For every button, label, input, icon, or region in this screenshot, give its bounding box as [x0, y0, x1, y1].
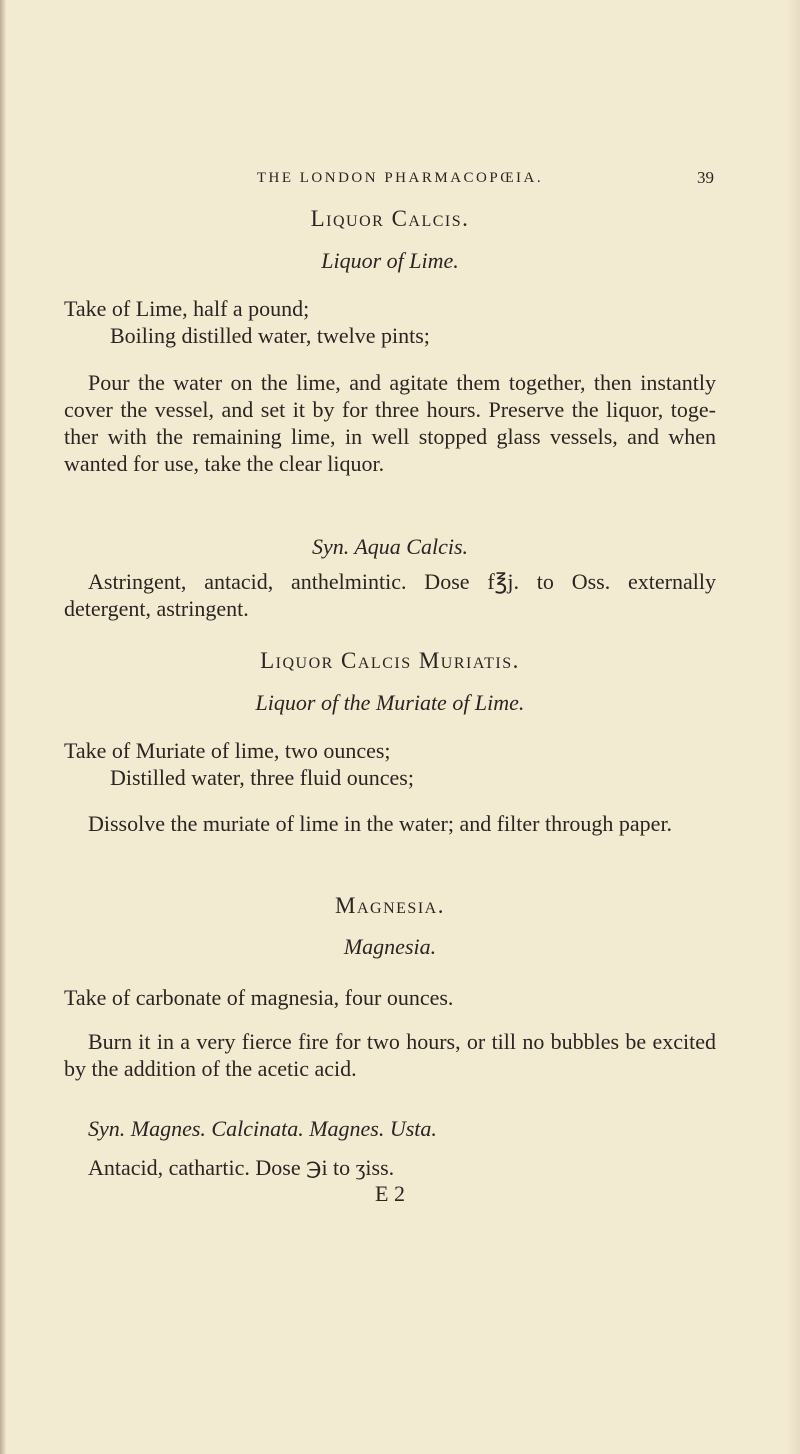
synonym-line: Syn. Magnes. Calcinata. Magnes. Usta. — [88, 1116, 437, 1141]
signature-mark: E 2 — [375, 1181, 405, 1206]
directions-paragraph: Burn it in a very fierce fire for two hours, or till no bubbles be excited by the addition of the acetic acid. — [64, 1029, 716, 1081]
directions-magnesia — [64, 1028, 716, 1082]
ingredient-line: Take of Muriate of lime, two ounces; — [64, 738, 391, 763]
page-shadow — [786, 0, 800, 1454]
directions-paragraph: Pour the water on the lime, and agitate them together, then instantly cover the vessel, and set it by for three hours. Preserve the liquor, toge- ther with the remaining lime, in well stopped glass vessels, and when wanted for use, take the clear liquor. — [64, 370, 716, 476]
section-title-liquor-calcis-muriatis: Liquor Calcis Muriatis. — [260, 648, 520, 673]
notes-paragraph: Antacid, cathartic. Dose ℈i to ʒiss. — [88, 1155, 395, 1180]
section-subtitle-magnesia: Magnesia. — [343, 934, 437, 959]
section-subtitle-muriate-of-lime: Liquor of the Muriate of Lime. — [255, 690, 525, 715]
running-head: THE LONDON PHARMACOPŒIA. — [256, 170, 544, 186]
directions-muriate-of-lime — [64, 810, 716, 837]
ingredient-line: Distilled water, three fluid ounces; — [110, 765, 414, 790]
page-number: 39 — [697, 168, 714, 187]
ingredients-muriate-of-lime — [64, 737, 716, 791]
synonym-magnes-calcinata — [64, 1115, 716, 1142]
ingredient-line: Take of Lime, half a pound; — [64, 296, 310, 321]
notes-liquor-calcis — [64, 568, 716, 622]
ingredients-magnesia — [64, 984, 716, 1011]
section-subtitle-liquor-of-lime: Liquor of Lime. — [321, 248, 459, 273]
notes-magnesia — [64, 1154, 716, 1181]
synonym-aqua-calcis: Syn. Aqua Calcis. — [311, 534, 469, 559]
ingredient-line: Take of carbonate of magnesia, four ounces. — [64, 985, 454, 1010]
ingredients-liquor-calcis — [64, 295, 716, 349]
page-edge — [0, 0, 6, 1454]
directions-paragraph: Dissolve the muriate of lime in the water; and filter through paper. — [88, 811, 673, 836]
ingredient-line: Boiling distilled water, twelve pints; — [110, 323, 430, 348]
section-title-magnesia: Magnesia. — [335, 893, 445, 918]
directions-liquor-calcis — [64, 369, 716, 477]
section-title-liquor-calcis: Liquor Calcis. — [310, 206, 470, 231]
notes-paragraph: Astringent, antacid, anthelmintic. Dose f℥j. to Oss. externally detergent, astringent. — [64, 569, 716, 621]
